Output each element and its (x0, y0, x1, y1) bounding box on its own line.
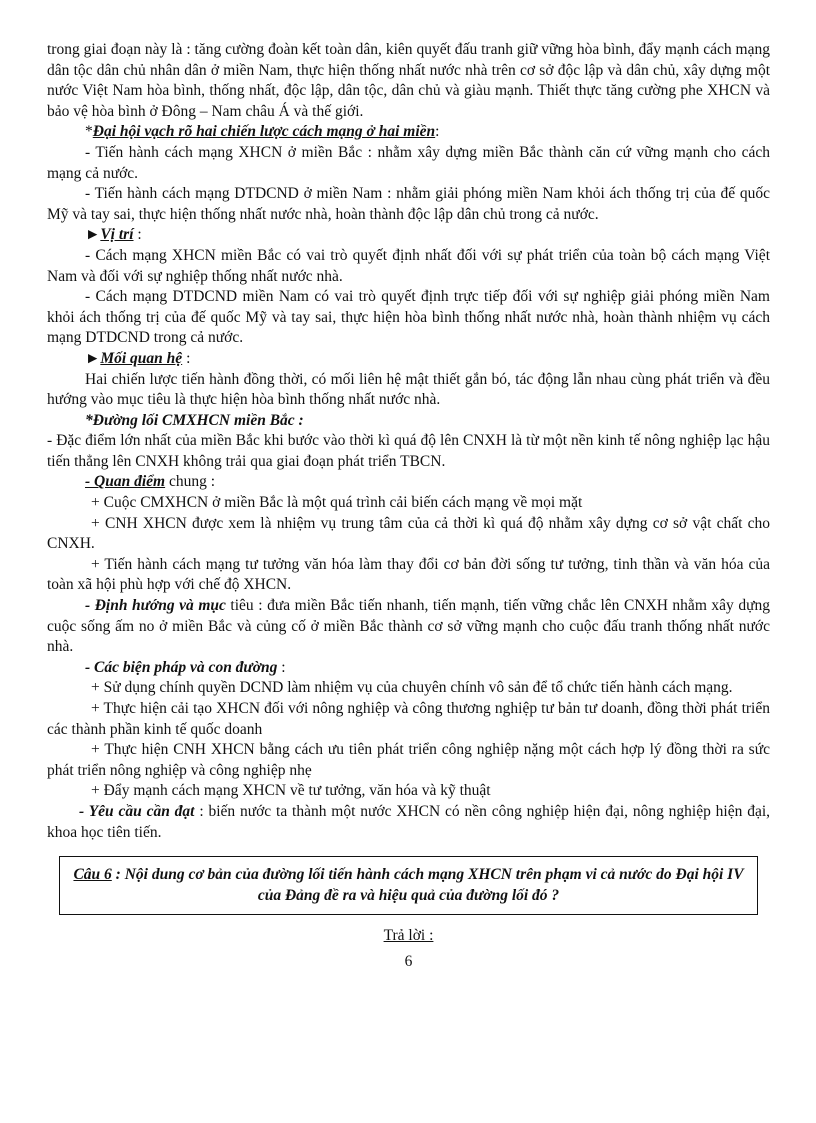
position-heading (47, 225, 770, 246)
question-label: Câu 6 (73, 866, 112, 884)
position-heading-label: Vị trí (100, 226, 134, 244)
requirement-paragraph (47, 802, 770, 843)
measures-heading (47, 658, 770, 679)
relation-text: Hai chiến lược tiến hành đồng thời, có mối liên hệ mật thiết gắn bó, tác động lẫn nhau cùng phát triển và đều hướng vào mục tiêu là thực hiện hòa bình thống nhất nước nhà. (47, 370, 770, 409)
view-item: + CNH XHCN được xem là nhiệm vụ trung tâm của cả thời kì quá độ nhằm xây dựng cơ sở vật chất cho CNXH. (47, 514, 770, 553)
intro-paragraph: trong giai đoạn này là : tăng cường đoàn kết toàn dân, kiên quyết đấu tranh giữ vững hòa bình, đẩy mạnh cách mạng dân tộc dân chủ nhân dân ở miền Nam, thực hiện thống nhất nước nhà trên cơ sở độc lập và dân chủ, xây dựng một nước Việt Nam hòa bình, thống nhất, độc lập, dân tộc, dân chủ và giàu mạnh. Thiết thực tăng cường phe XHCN và bảo vệ hòa bình ở Đông – Nam châu Á và thế giới. (47, 41, 770, 120)
view-heading-rest: chung : (165, 473, 216, 491)
arrow-icon: ► (85, 349, 101, 367)
page-number: 6 (404, 952, 413, 970)
position-south: - Cách mạng DTDCND miền Nam có vai trò quyết định trực tiếp đối với sự nghiệp giải phóng miền Nam khỏi ách thống trị của đế quốc Mỹ và tay sai, thực hiện hòa bình thống nhất nước nhà, hoàn thành nhiệm vụ cách mạng DTDCND trong cả nước. (47, 288, 770, 347)
view-item: + Tiến hành cách mạng tư tưởng văn hóa làm thay đổi cơ bản đời sống tư tưởng, tinh thần và văn hóa của toàn xã hội phù hợp với chế độ XHCN. (47, 555, 770, 594)
view-item: + Cuộc CMXHCN ở miền Bắc là một quá trình cải biến cách mạng về mọi mặt (91, 494, 583, 512)
line-feature: - Đặc điểm lớn nhất của miền Bắc khi bước vào thời kì quá độ lên CNXH là từ một nền kinh tế nông nghiệp lạc hậu tiến thẳng lên CNXH không trải qua giai đoạn phát triển TBCN. (47, 432, 770, 470)
question-text: : Nội dung cơ bản của đường lối tiến hành cách mạng XHCN trên phạm vi cả nước do Đại hội IV của Đảng đề ra và hiệu quả của đường lối đó ? (111, 866, 744, 905)
line-heading: *Đường lối CMXHCN miền Bắc : (85, 411, 304, 429)
measures-heading-label: - Các biện pháp và con đường (85, 658, 278, 676)
requirement-rest: : biến nước ta thành một nước XHCN có nền công nghiệp hiện đại, nông nghiệp hiện đại, khoa học tiên tiến. (47, 802, 771, 841)
answer-label: Trả lời : (383, 927, 434, 945)
position-heading-suffix: : (133, 226, 142, 244)
orientation-rest: tiêu : đưa miền Bắc tiến nhanh, tiến mạnh, tiến vững chắc lên CNXH nhằm xây dựng cuộc sống ấm no ở miền Bắc và củng cố ở miền Bắc thành cơ sở vững mạnh cho cuộc đấu tranh thống nhất nước nhà. (47, 597, 770, 656)
relation-heading-suffix: : (182, 349, 191, 367)
measure-item: + Sử dụng chính quyền DCND làm nhiệm vụ của chuyên chính vô sản để tổ chức tiến hành cách mạng. (91, 679, 733, 697)
document-page (47, 40, 770, 972)
strategy-heading (47, 122, 770, 143)
question-box (59, 856, 758, 915)
measure-item: + Thực hiện CNH XHCN bằng cách ưu tiên phát triển công nghiệp nặng một cách hợp lý đồng thời ra sức phát triển nông nghiệp và công nghiệp nhẹ (47, 741, 770, 779)
strategy-south: - Tiến hành cách mạng DTDCND ở miền Nam : nhằm giải phóng miền Nam khỏi ách thống trị của đế quốc Mỹ và tay sai, thực hiện thống nhất nước nhà, hoàn thành độc lập dân chủ trong cả nước. (47, 185, 770, 223)
view-heading (47, 472, 770, 493)
measure-item: + Đẩy mạnh cách mạng XHCN về tư tưởng, văn hóa và kỹ thuật (91, 782, 491, 800)
measures-heading-suffix: : (277, 658, 286, 676)
requirement-label: - Yêu cầu cần đạt (79, 802, 195, 820)
view-heading-label: - Quan điểm (85, 473, 166, 491)
orientation-paragraph (47, 596, 770, 658)
strategy-heading-prefix: * (85, 123, 93, 141)
strategy-heading-suffix: : (435, 123, 440, 141)
orientation-label: - Định hướng và mục (85, 597, 226, 615)
arrow-icon: ► (85, 226, 101, 244)
relation-heading (47, 349, 770, 370)
relation-heading-label: Mối quan hệ (100, 349, 183, 367)
measure-item: + Thực hiện cải tạo XHCN đối với nông nghiệp và công thương nghiệp tư bản tư doanh, đồng thời phát triển các thành phần kinh tế quốc doanh (47, 700, 770, 738)
strategy-heading-label: Đại hội vạch rõ hai chiến lược cách mạng ở hai miền (92, 123, 436, 141)
strategy-north: - Tiến hành cách mạng XHCN ở miền Bắc : nhằm xây dựng miền Bắc thành căn cứ vững mạnh cho cách mạng cả nước. (47, 143, 770, 182)
position-north: - Cách mạng XHCN miền Bắc có vai trò quyết định nhất đối với sự phát triển của toàn bộ cách mạng Việt Nam và đối với sự nghiệp thống nhất nước nhà. (47, 246, 770, 285)
answer-heading (47, 926, 770, 947)
